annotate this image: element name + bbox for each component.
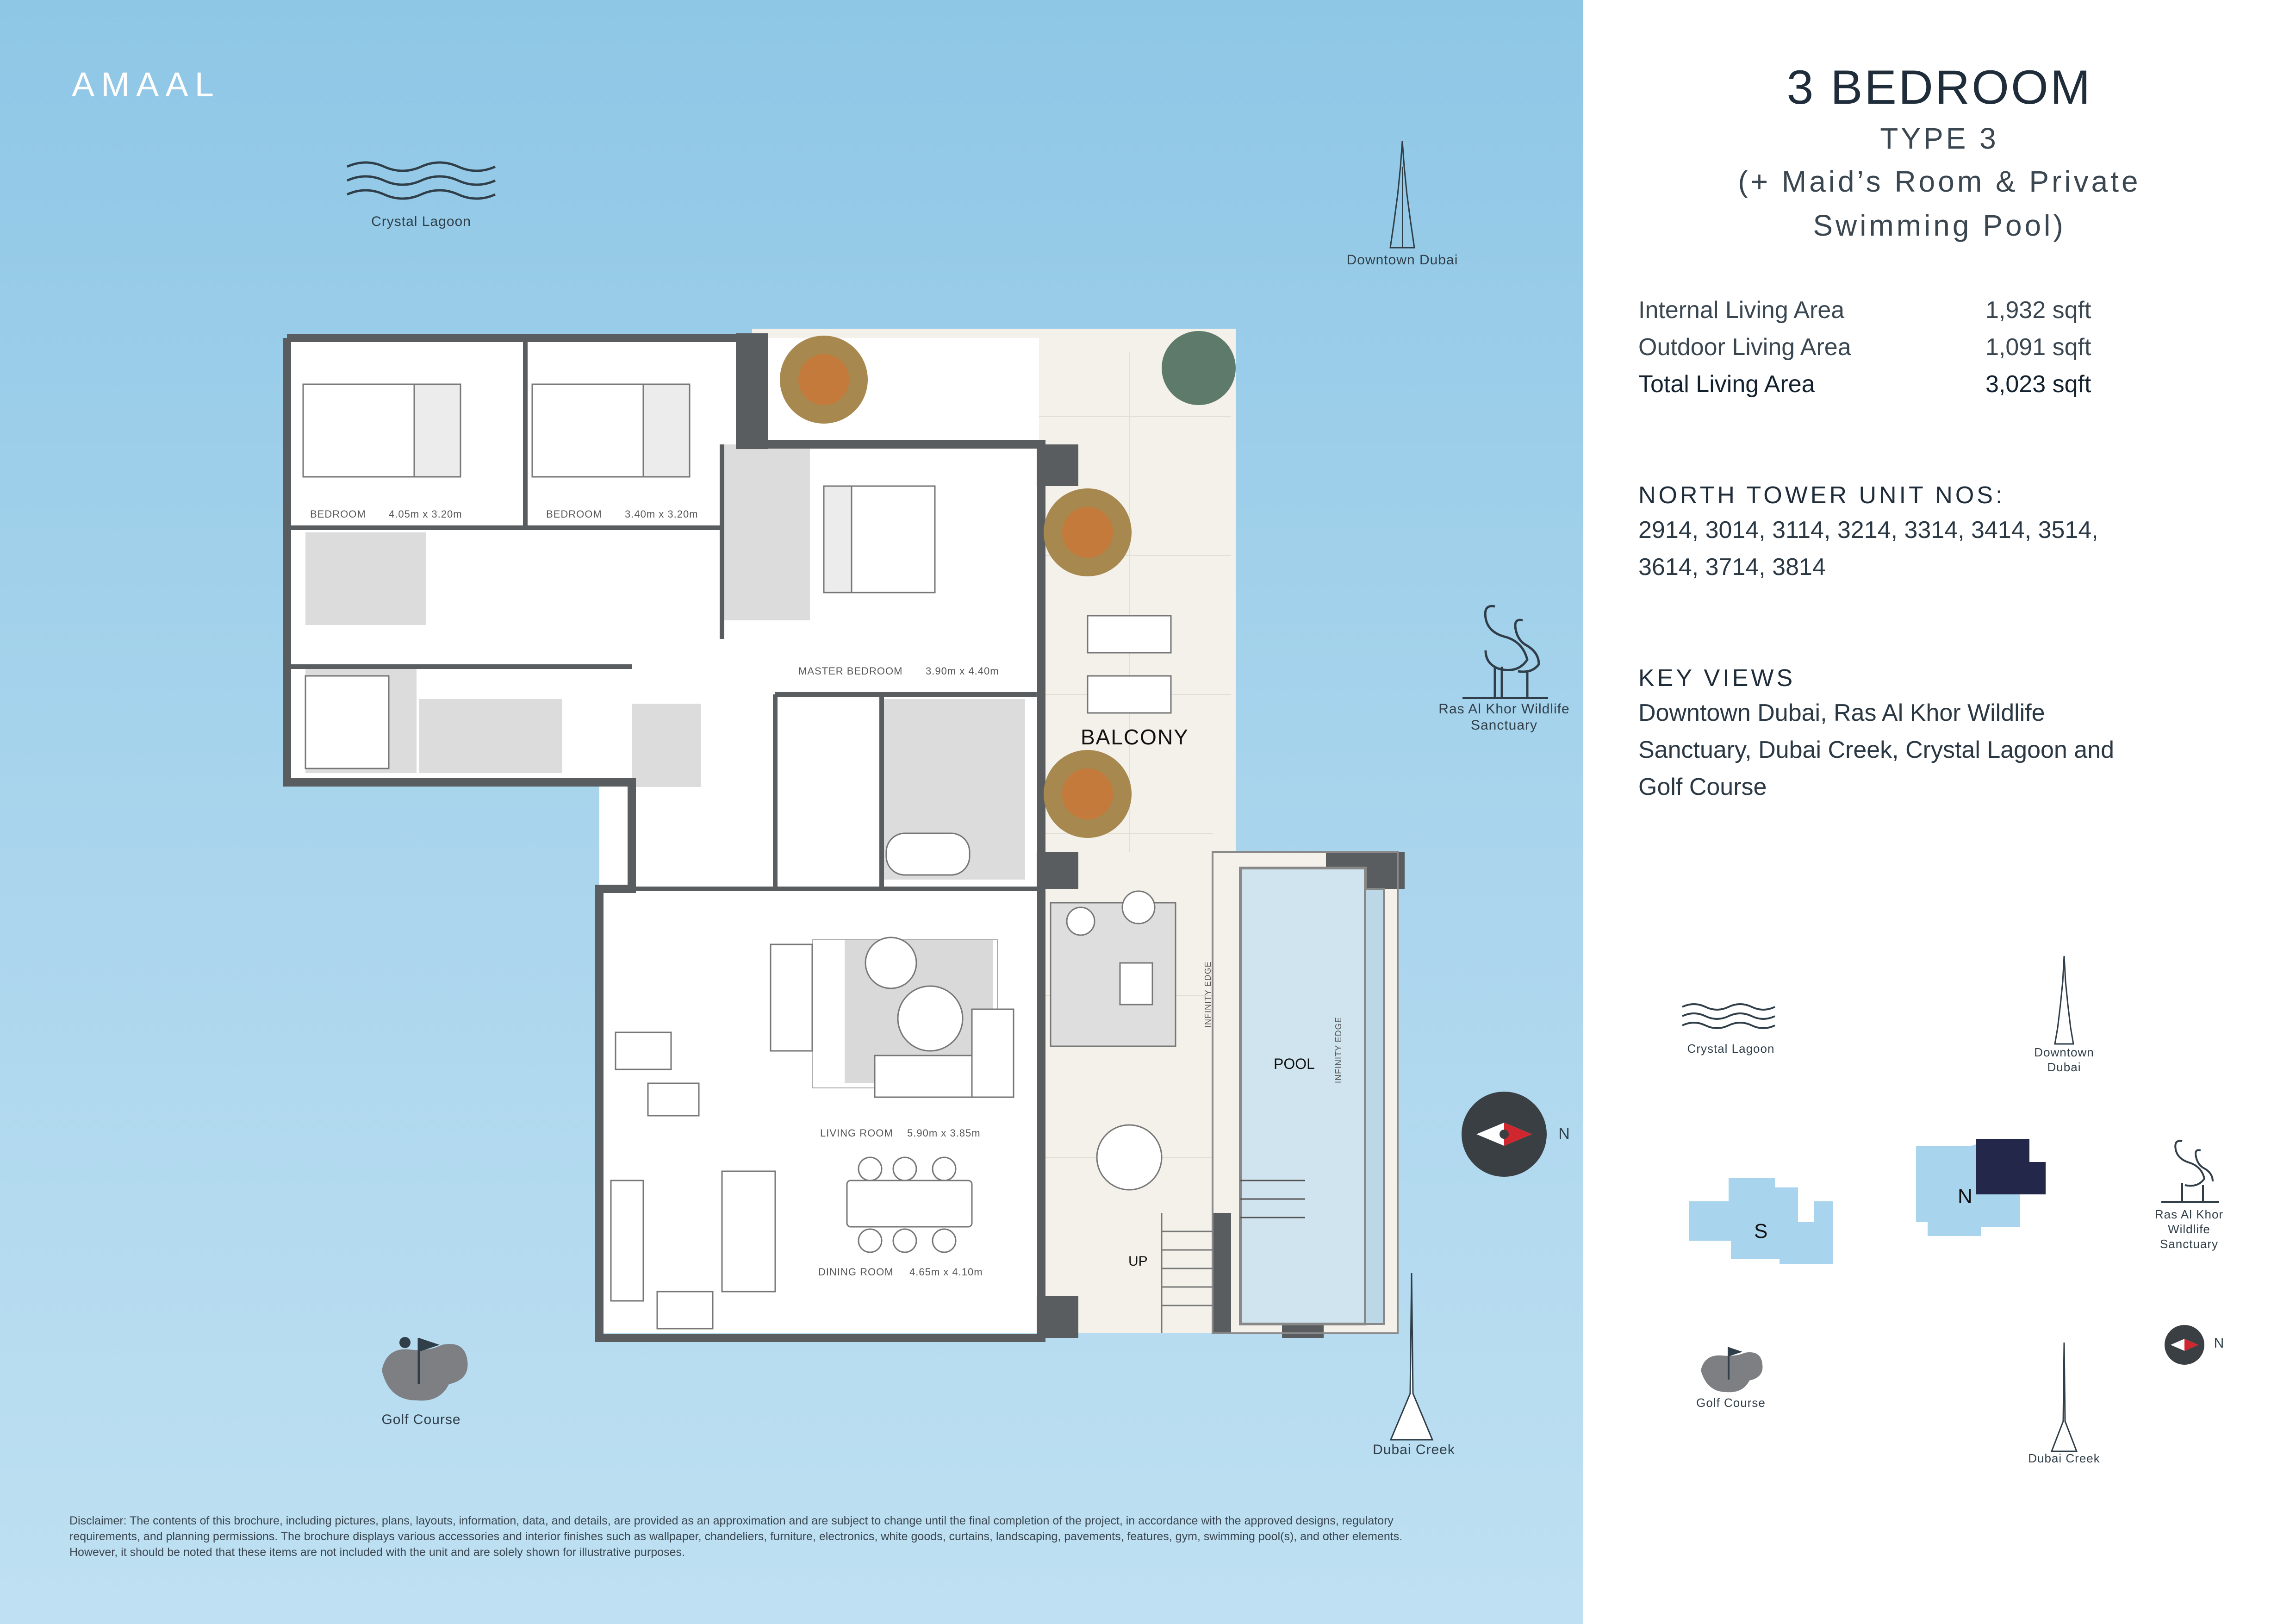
units-heading: NORTH TOWER UNIT NOS: — [1638, 482, 2005, 509]
unit-title: 3 BEDROOM — [1786, 61, 2092, 114]
bedroom-1-size: 4.05m x 3.20m — [389, 508, 462, 520]
views-line-1: Downtown Dubai, Ras Al Khor Wildlife — [1638, 700, 2045, 726]
unit-subtitle-1: (+ Maid’s Room & Private — [1738, 165, 2141, 198]
living-room-size: 5.90m x 3.85m — [907, 1127, 981, 1139]
outdoor-area-label: Outdoor Living Area — [1638, 334, 1851, 361]
burj-khalifa-icon-small — [2050, 954, 2078, 1046]
balcony-label: BALCONY — [1081, 725, 1189, 749]
south-tower-label: S — [1754, 1220, 1768, 1243]
views-heading: KEY VIEWS — [1638, 665, 1796, 692]
waves-icon-small — [1680, 1000, 1782, 1032]
keymap-crystal-lagoon: Crystal Lagoon — [1687, 1042, 1775, 1056]
golf-course-icon-small — [1694, 1340, 1763, 1396]
keymap-golf-course: Golf Course — [1696, 1396, 1766, 1410]
downtown-dubai-label: Downtown Dubai — [1346, 252, 1458, 268]
disclaimer — [69, 1513, 1550, 1560]
crystal-lagoon-label: Crystal Lagoon — [371, 214, 471, 229]
keymap-north-label: N — [2214, 1336, 2225, 1351]
bedroom-2-name: BEDROOM — [546, 508, 602, 520]
keymap-ras-2: Wildlife — [2168, 1222, 2210, 1236]
bedroom-2-size: 3.40m x 3.20m — [625, 508, 698, 520]
master-bedroom-name: MASTER BEDROOM — [798, 665, 903, 677]
disclaimer-line-1: Disclaimer: The contents of this brochure, including pictures, plans, layouts, information, data, and details, are provided as an approximation and are subject to change until the final completion of the project, in accordance with the approved designs, regulatory — [69, 1514, 1394, 1527]
units-line-2: 3614, 3714, 3814 — [1638, 554, 1826, 581]
keymap-ras-1: Ras Al Khor — [2154, 1207, 2224, 1221]
disclaimer-line-2: requirements, and planning permissions. The brochure displays various accessories and interior finishes such as wallpaper, chandeliers, furniture, electronics, white goods, curtains, landscaping, pavements, features, gym, swimming pool(s), and other elements. — [69, 1530, 1403, 1543]
outdoor-area-value: 1,091 sqft — [1985, 334, 2091, 361]
keymap-ras-3: Sanctuary — [2159, 1237, 2219, 1251]
internal-area-label: Internal Living Area — [1638, 297, 1845, 324]
brand-logo: AMAAL — [72, 65, 220, 104]
infinity-edge-label-left: INFINITY EDGE — [1203, 961, 1213, 1028]
total-area-label: Total Living Area — [1638, 371, 1815, 398]
stairs-up-label: UP — [1128, 1254, 1148, 1269]
disclaimer-line-3: However, it should be noted that these items are not included with the unit and are solely shown for illustrative purposes. — [69, 1546, 685, 1559]
north-label: N — [1558, 1125, 1570, 1143]
compass-icon-small — [2164, 1324, 2205, 1366]
keymap-downtown-2: Dubai — [2047, 1060, 2081, 1074]
unit-type: TYPE 3 — [1880, 122, 1999, 155]
keymap-dubai-creek: Dubai Creek — [2028, 1451, 2100, 1465]
pool-label: POOL — [1274, 1056, 1315, 1072]
ras-al-khor-label-2: Sanctuary — [1470, 718, 1538, 733]
golf-course-label: Golf Course — [381, 1412, 461, 1427]
north-tower-label: N — [1958, 1185, 1972, 1208]
living-room-name: LIVING ROOM — [820, 1127, 893, 1139]
flamingo-icon-small — [2157, 1134, 2221, 1204]
dining-room-name: DINING ROOM — [818, 1266, 894, 1278]
views-line-3: Golf Course — [1638, 774, 1767, 800]
unit-subtitle-2: Swimming Pool) — [1813, 209, 2066, 242]
dubai-creek-label: Dubai Creek — [1373, 1442, 1455, 1457]
views-line-2: Sanctuary, Dubai Creek, Crystal Lagoon and — [1638, 737, 2115, 763]
dining-room-size: 4.65m x 4.10m — [909, 1266, 983, 1278]
internal-area-value: 1,932 sqft — [1985, 297, 2091, 324]
tower-key-map — [1689, 1134, 2171, 1292]
total-area-value: 3,023 sqft — [1985, 371, 2091, 398]
master-bedroom-size: 3.90m x 4.40m — [926, 665, 999, 677]
info-panel — [1583, 0, 2296, 1624]
infinity-edge-label-right: INFINITY EDGE — [1334, 1017, 1343, 1083]
bedroom-1-name: BEDROOM — [310, 508, 366, 520]
units-line-1: 2914, 3014, 3114, 3214, 3314, 3414, 3514, — [1638, 517, 2098, 543]
ras-al-khor-label-1: Ras Al Khor Wildlife — [1438, 701, 1570, 717]
keymap-downtown-1: Downtown — [2034, 1045, 2094, 1059]
dubai-creek-tower-icon-small — [2048, 1343, 2080, 1454]
